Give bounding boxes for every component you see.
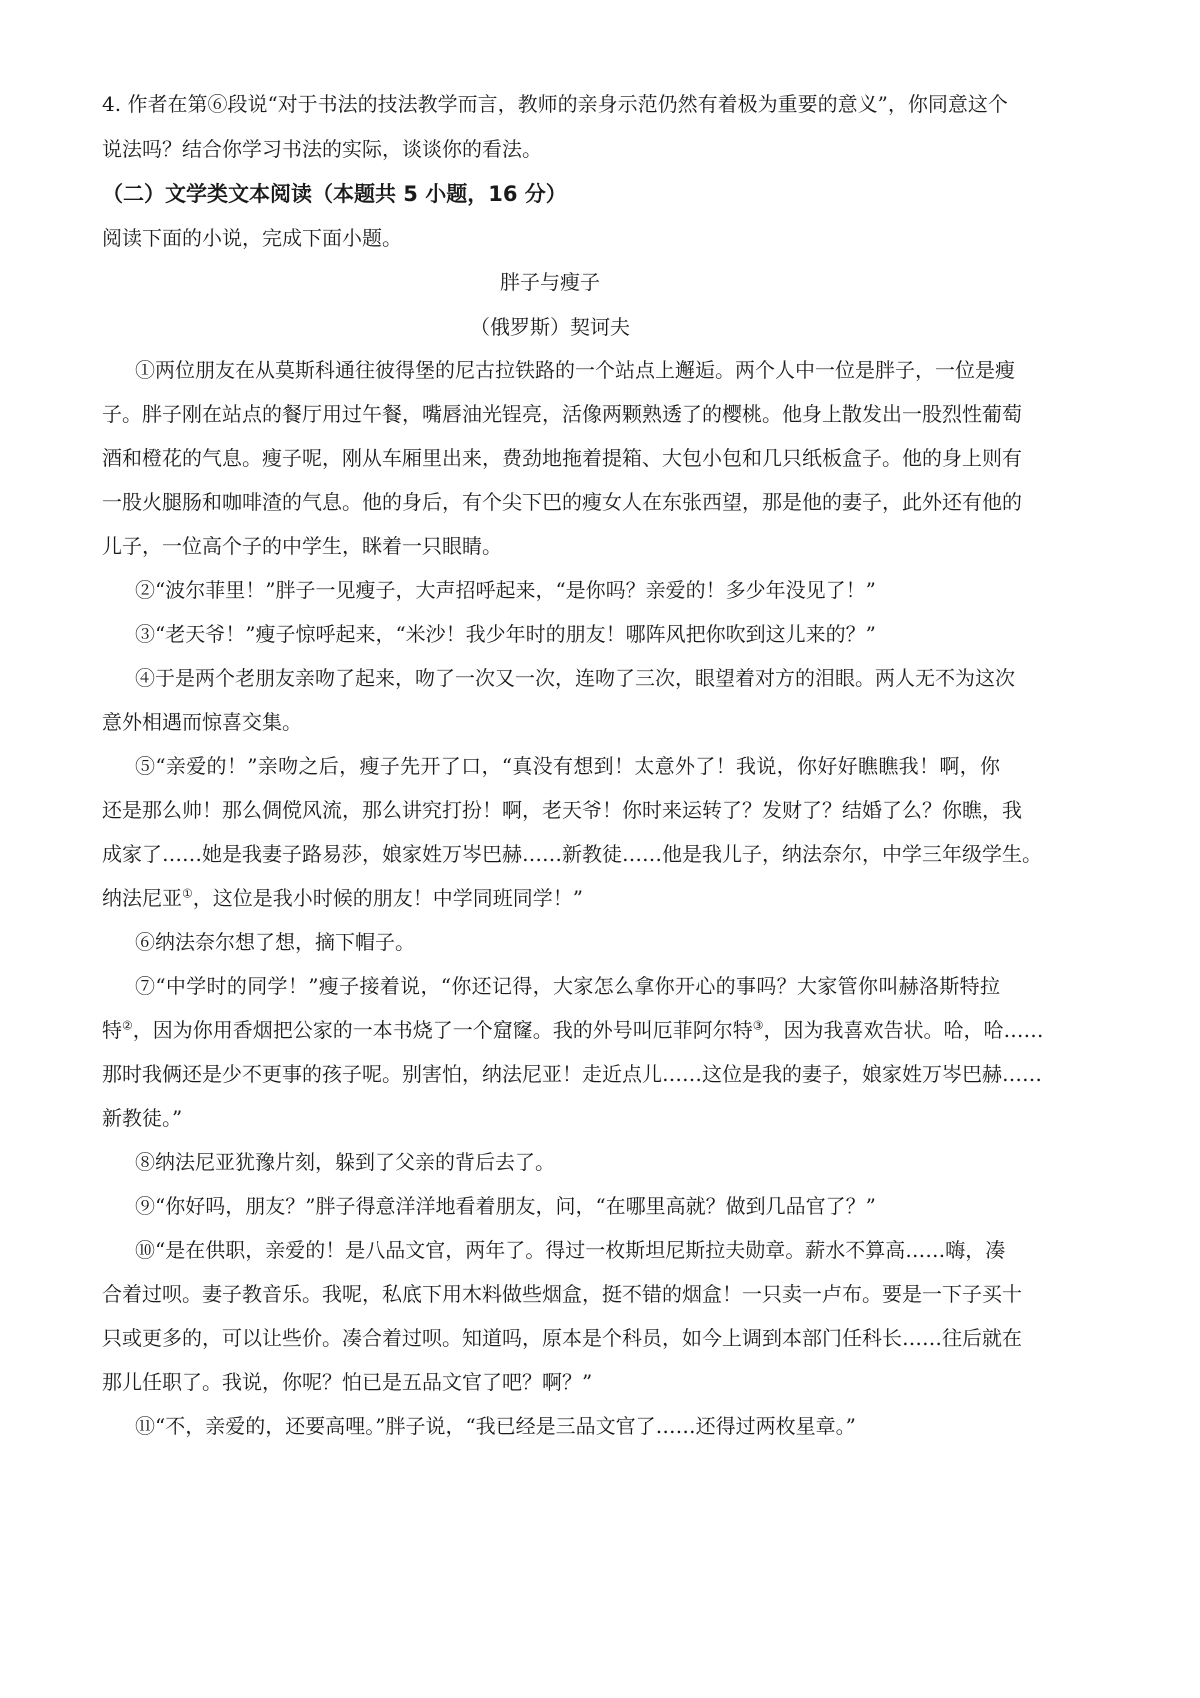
para-7-line-4: 新教徒。” (102, 1106, 183, 1130)
para-5-line-4-text: ，这位是我小时候的朋友！中学同班同学！” (192, 886, 583, 910)
para-1-line-5: 儿子，一位高个子的中学生，眯着一只眼睛。 (102, 534, 502, 558)
footnote-1-marker: ① (182, 886, 193, 901)
para-9: ⑨“你好吗，朋友？”胖子得意洋洋地看着朋友，问，“在哪里高就？做到几品官了？” (135, 1194, 876, 1218)
para-10-line-1: ⑩“是在供职，亲爱的！是八品文官，两年了。得过一枚斯坦尼斯拉夫勋章。薪水不算高……嗨，凑 (135, 1238, 1006, 1262)
footnote-2-marker: ② (122, 1018, 133, 1033)
para-7-line-2: 特②，因为你用香烟把公家的一本书烧了一个窟窿。我的外号叫厄菲阿尔特③，因为我喜欢告状。哈，哈…… (102, 1018, 1044, 1042)
para-3: ③“老天爷！”瘦子惊呼起来，“米沙！我少年时的朋友！哪阵风把你吹到这儿来的？” (135, 622, 876, 646)
para-7-line-1: ⑦“中学时的同学！”瘦子接着说，“你还记得，大家怎么拿你开心的事吗？大家管你叫赫洛斯特拉 (135, 974, 1000, 998)
para-11: ⑪“不，亲爱的，还要高哩。”胖子说，“我已经是三品文官了……还得过两枚星章。” (135, 1414, 856, 1438)
para-5-line-4 (102, 884, 1200, 912)
para-6: ⑥纳法奈尔想了想，摘下帽子。 (135, 930, 415, 954)
para-10-line-3: 只或更多的，可以让些价。凑合着过呗。知道吗，原本是个科员，如今上调到本部门任科长……往后就在 (102, 1326, 1022, 1350)
para-1-line-2: 子。胖子刚在站点的餐厅用过午餐，嘴唇油光锃亮，活像两颗熟透了的樱桃。他身上散发出一股烈性葡萄 (102, 402, 1022, 426)
para-5-line-1: ⑤“亲爱的！”亲吻之后，瘦子先开了口，“真没有想到！太意外了！我说，你好好瞧瞧我！啊，你 (135, 754, 1000, 778)
para-10-line-2: 合着过呗。妻子教音乐。我呢，私底下用木料做些烟盒，挺不错的烟盒！一只卖一卢布。要是一下子买十 (102, 1282, 1022, 1306)
footnote-3-marker: ③ (752, 1018, 764, 1033)
question-4-line-1: 4. 作者在第⑥段说“对于书法的技法教学而言，教师的亲身示范仍然有着极为重要的意义”，你同意这个 (102, 92, 1008, 116)
para-1-line-1: ①两位朋友在从莫斯科通往彼得堡的尼古拉铁路的一个站点上邂逅。两个人中一位是胖子，一位是瘦 (135, 358, 1015, 382)
para-4-line-1: ④于是两个老朋友亲吻了起来，吻了一次又一次，连吻了三次，眼望着对方的泪眼。两人无不为这次 (135, 666, 1015, 690)
para-5-line-3: 成家了……她是我妻子路易莎，娘家姓万岑巴赫……新教徒……他是我儿子，纳法奈尔，中学三年级学生。 (102, 842, 1042, 866)
story-title: 胖子与瘦子 (500, 270, 600, 294)
para-5-line-2: 还是那么帅！那么倜傥风流，那么讲究打扮！啊，老天爷！你时来运转了？发财了？结婚了么？你瞧，我 (102, 798, 1022, 822)
para-1-line-4: 一股火腿肠和咖啡渣的气息。他的身后，有个尖下巴的瘦女人在东张西望，那是他的妻子，此外还有他的 (102, 490, 1022, 514)
para-4-line-2: 意外相遇而惊喜交集。 (102, 710, 302, 734)
para-7-line-3: 那时我俩还是少不更事的孩子呢。别害怕，纳法尼亚！走近点儿……这位是我的妻子，娘家姓万岑巴赫…… (102, 1062, 1042, 1086)
para-8: ⑧纳法尼亚犹豫片刻，躲到了父亲的背后去了。 (135, 1150, 555, 1174)
name-nafanya: 纳法尼亚 (102, 886, 182, 910)
question-4-line-2: 说法吗？结合你学习书法的实际，谈谈你的看法。 (102, 137, 542, 161)
story-author: （俄罗斯）契诃夫 (470, 315, 630, 339)
section-heading: （二）文学类文本阅读（本题共 5 小题，16 分） (102, 182, 567, 206)
para-2: ②“波尔菲里！”胖子一见瘦子，大声招呼起来，“是你吗？亲爱的！多少年没见了！” (135, 578, 876, 602)
para-10-line-4: 那儿任职了。我说，你呢？怕已是五品文官了吧？啊？” (102, 1370, 593, 1394)
para-1-line-3: 酒和橙花的气息。瘦子呢，刚从车厢里出来，费劲地拖着提箱、大包小包和几只纸板盒子。他的身上则有 (102, 446, 1022, 470)
section-instruction: 阅读下面的小说，完成下面小题。 (102, 226, 402, 250)
